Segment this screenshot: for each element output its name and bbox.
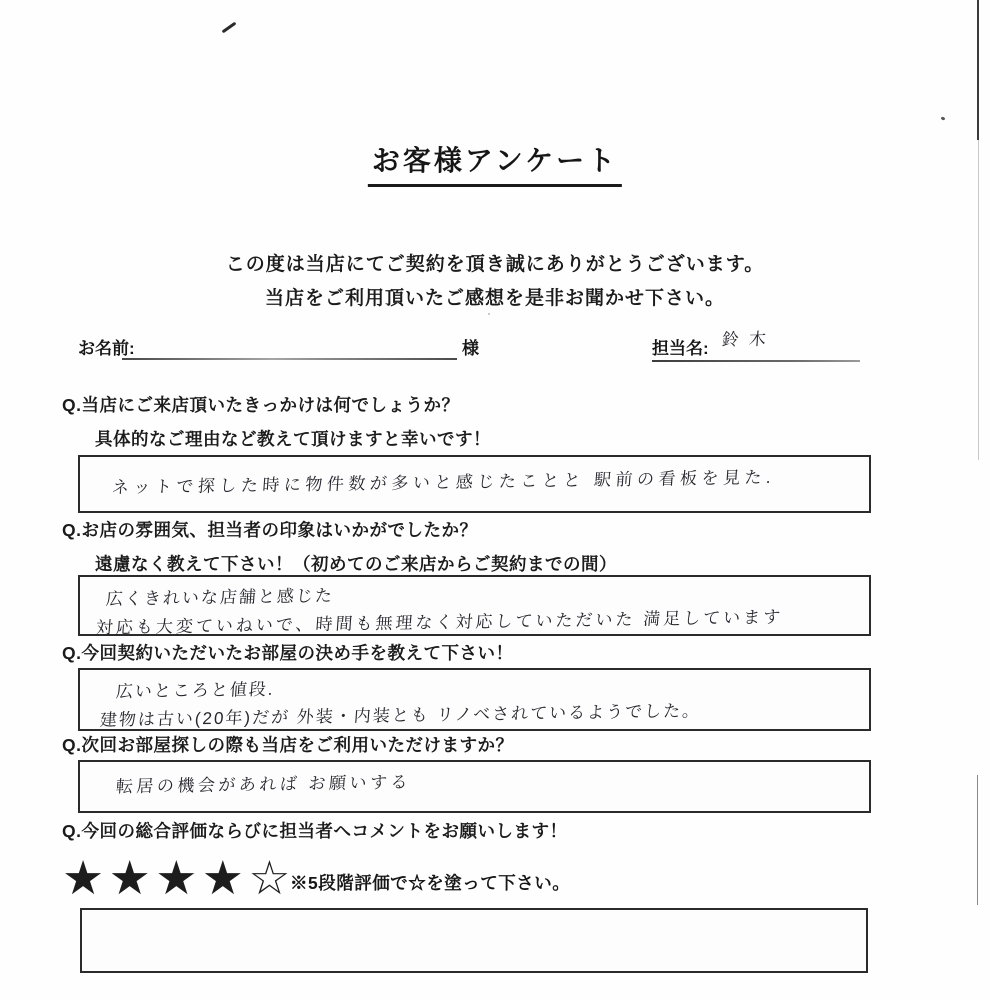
question-1-line-2: 具体的なご理由など教えて頂けますと幸いです！ <box>95 429 491 449</box>
question-2-line-2: 遠慮なく教えて下さい！（初めてのご来店からご契約までの間） <box>95 554 617 574</box>
scan-speck-artifact <box>941 116 946 120</box>
staff-name-handwritten: 鈴木 <box>721 329 777 350</box>
greeting-line-1: この度は当店にてご契約を頂き誠にありがとうございます。 <box>225 254 765 275</box>
star-partial-pen-mark <box>222 22 237 34</box>
name-field-underline <box>122 358 457 360</box>
page-title: お客様アンケート <box>368 139 622 187</box>
greeting-text <box>0 248 990 316</box>
scan-edge-artifact <box>977 0 979 140</box>
question-2-line-1: Q.お店の雰囲気、担当者の印象はいかがでしたか？ <box>62 520 478 540</box>
question-5 <box>62 818 567 843</box>
answer-1-handwritten: ネットで探した時に物件数が多いと感じたことと 駅前の看板を見た. <box>111 467 776 498</box>
star-filled-icon: ★ <box>62 851 105 904</box>
rating-instruction-note: ※5段階評価で☆を塗って下さい。 <box>290 873 571 893</box>
question-5-line-1: Q.今回の総合評価ならびに担当者へコメントをお願いします！ <box>62 821 568 841</box>
question-4-line-1: Q.次回お部屋探しの際も当店をご利用いただけますか？ <box>62 735 514 755</box>
question-3-line-1: Q.今回契約いただいたお部屋の決め手を教えて下さい！ <box>62 643 514 663</box>
answer-2-handwritten-line-2: 対応も大変ていねいで、時間も無理なく対応していただいた 満足しています <box>95 607 784 638</box>
comment-box-empty <box>80 908 868 973</box>
star-outline-icon: ☆ <box>248 851 291 904</box>
question-2 <box>62 517 617 576</box>
question-3 <box>62 640 513 665</box>
star-filled-icon: ★ <box>201 851 244 904</box>
star-filled-icon: ★ <box>155 851 198 904</box>
answer-4-handwritten: 転居の機会があれば お願いする <box>115 772 412 797</box>
question-1 <box>62 392 491 451</box>
answer-2-handwritten-line-1: 広くきれいな店舗と感じた <box>105 586 335 609</box>
scan-edge-artifact <box>977 775 978 905</box>
answer-3-handwritten-line-2: 建物は古い(20年)だが 外装・内装とも リノベされているようでした。 <box>99 701 702 730</box>
star-rating <box>62 853 291 905</box>
question-1-line-1: Q.当店にご来店頂いたきっかけは何でしょうか？ <box>62 395 460 415</box>
question-4 <box>62 732 513 757</box>
name-label: お名前: <box>78 339 135 358</box>
greeting-line-2: 当店をご利用頂いたご感想を是非お聞かせ下さい。 <box>264 288 725 309</box>
star-filled-icon: ★ <box>108 851 151 904</box>
staff-name-label: 担当名: <box>652 339 709 358</box>
staff-field-underline <box>652 360 860 362</box>
honorific-label: 様 <box>462 339 479 358</box>
answer-3-handwritten-line-1: 広いところと値段. <box>115 679 276 702</box>
